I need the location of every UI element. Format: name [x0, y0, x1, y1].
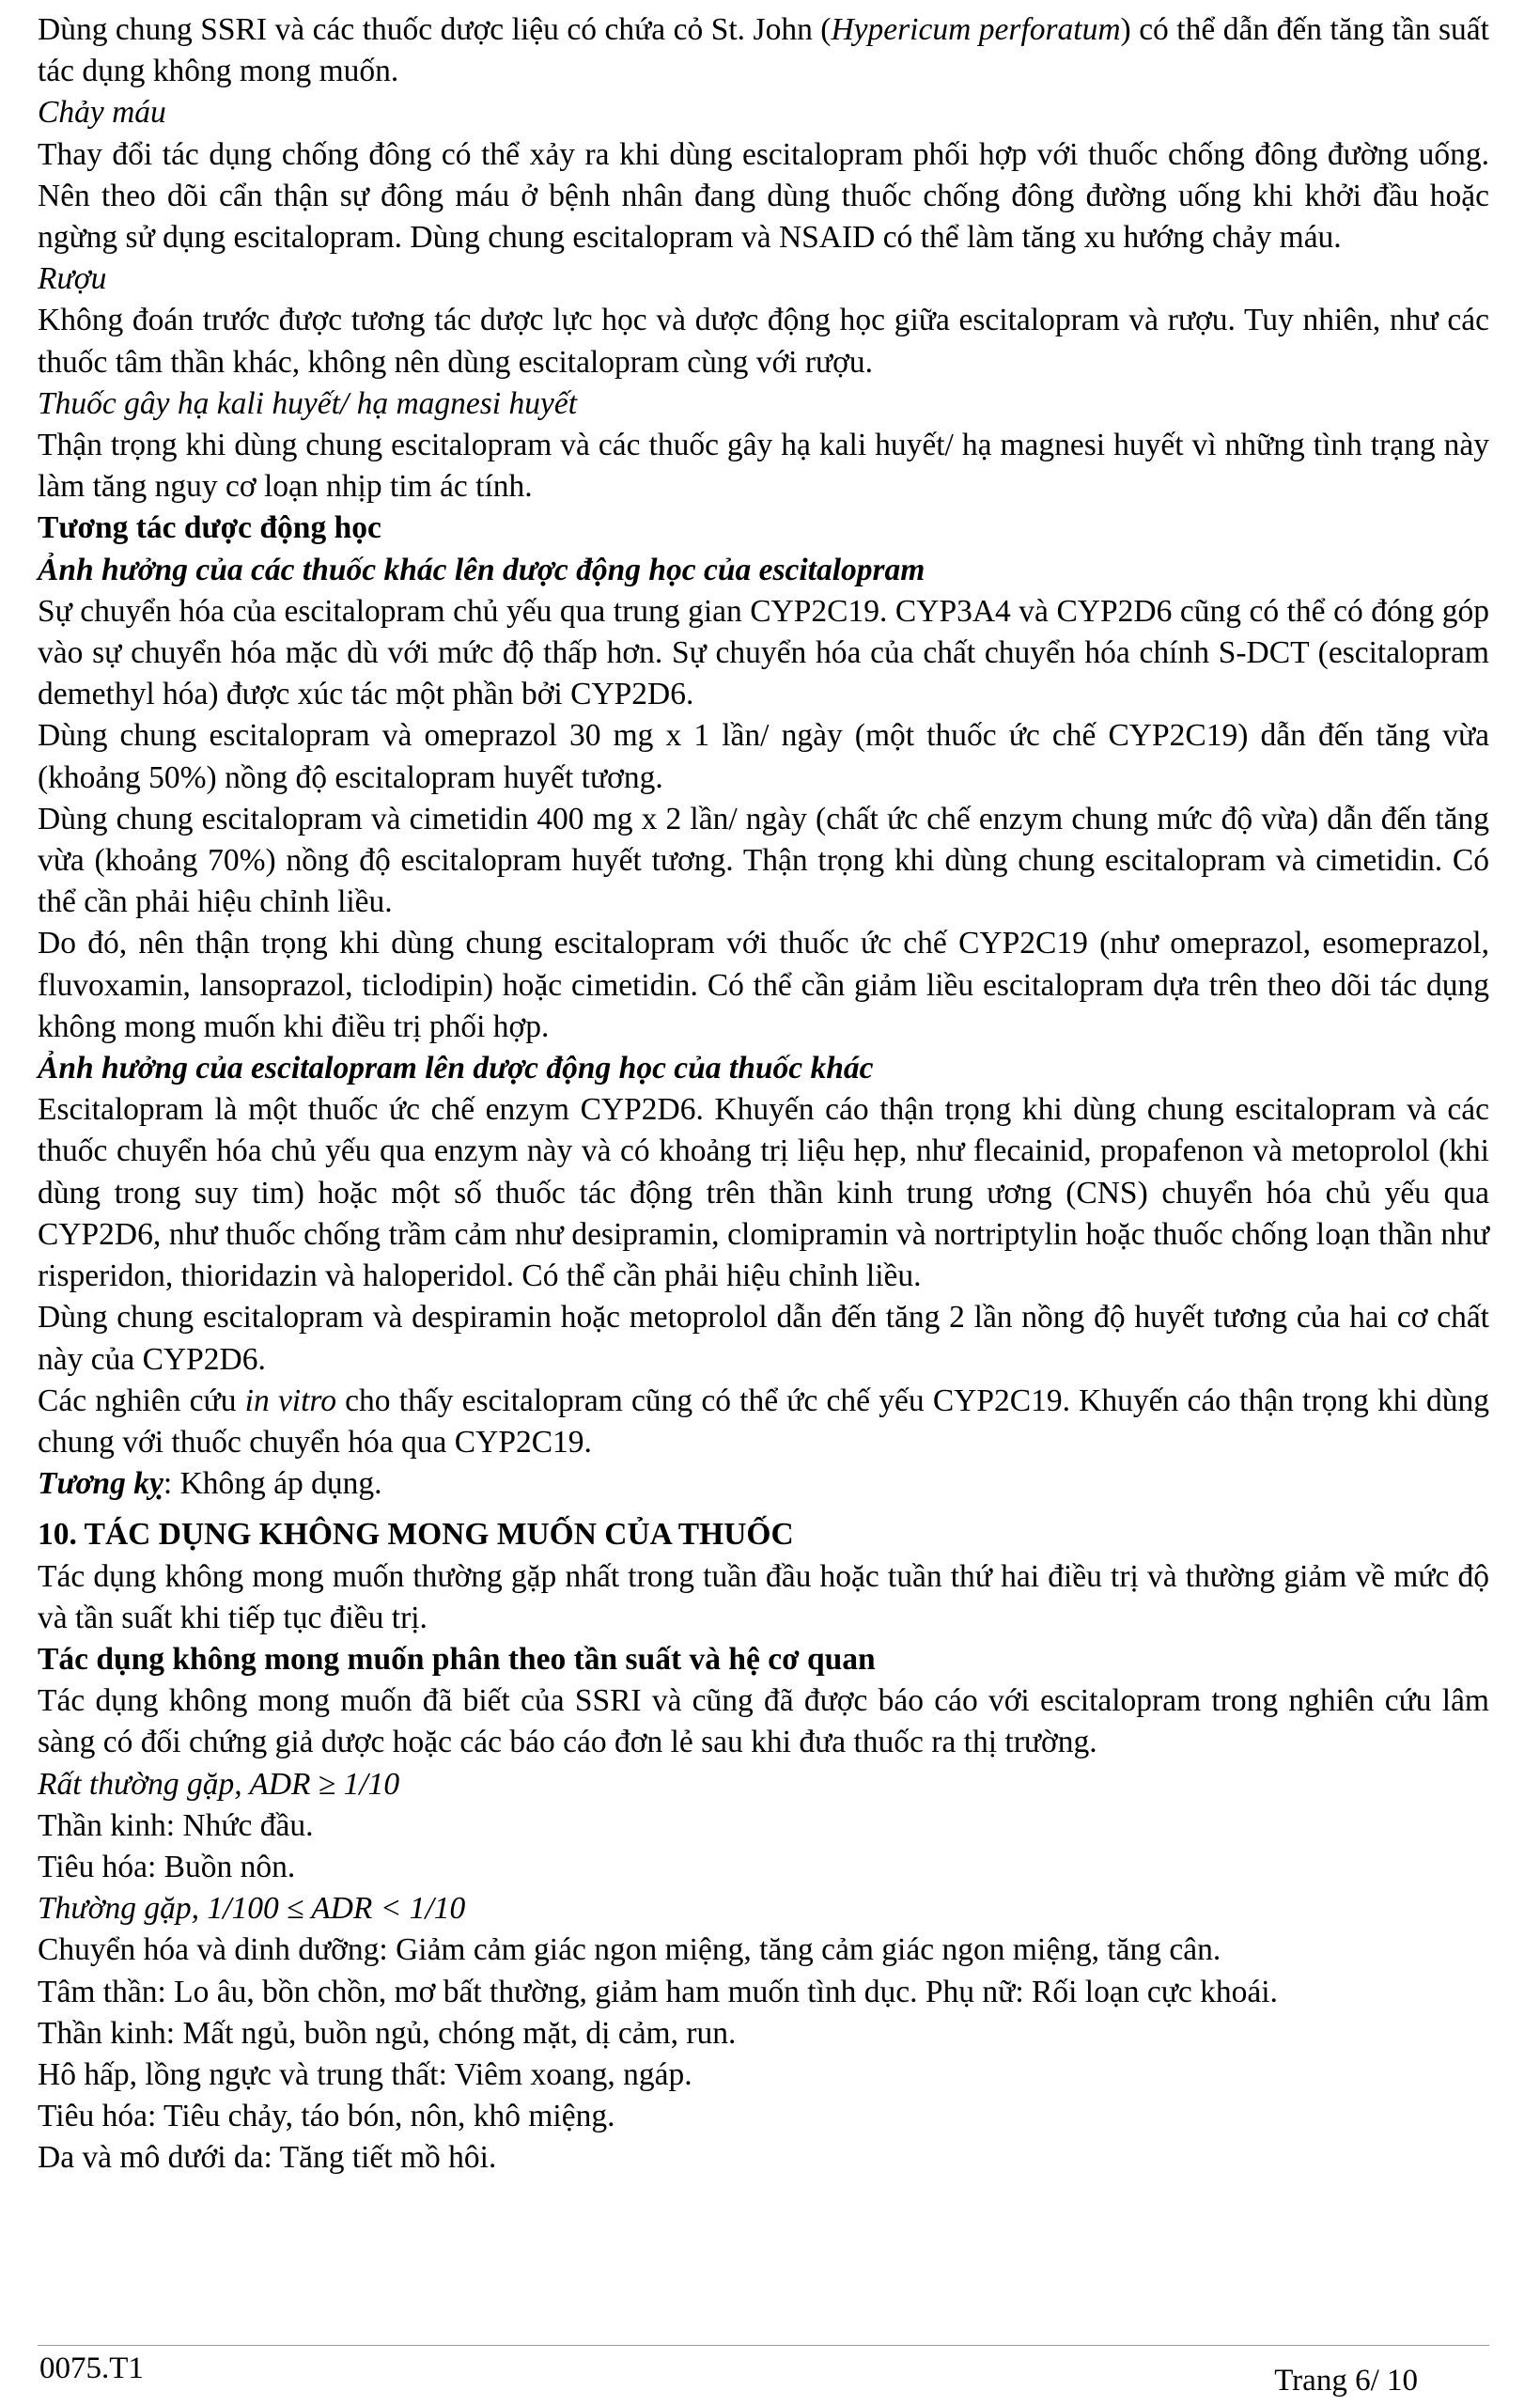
paragraph-in-vitro — [38, 1381, 1489, 1463]
list-item: Tâm thần: Lo âu, bồn chồn, mơ bất thường, giảm ham muốn tình dục. Phụ nữ: Rối loạn cực khoái. — [38, 1974, 1278, 2009]
paragraph-st-john — [38, 9, 1489, 92]
paragraph-incompatibility — [38, 1463, 1489, 1505]
paragraph-cyp2d6: Escitalopram là một thuốc ức chế enzym CYP2D6. Khuyến cáo thận trọng khi dùng chung escitalopram và các thuốc chuyển hóa chủ yếu qua enzym này và có khoảng trị liệu hẹp, như flecainid, propafenon và metoprolol (khi dùng trong suy tim) hoặc một số thuốc tác động trên thần kinh trung ương (CNS) chuyển hóa chủ yếu qua CYP2D6, như thuốc chống trầm cảm như desipramin, clomipramin và nortriptylin hoặc thuốc chống loạn thần như risperidon, thioridazin và haloperidol. Có thể cần phải hiệu chỉnh liều. — [38, 1092, 1489, 1294]
document-body — [38, 9, 1489, 2179]
text-run: Các nghiên cứu — [38, 1383, 245, 1418]
text-run: Dùng chung SSRI và các thuốc dược liệu có chứa cỏ St. John ( — [38, 12, 832, 47]
page-number: Trang 6/ 10 — [1274, 2364, 1418, 2398]
subheading-by-frequency: Tác dụng không mong muốn phân theo tần suất và hệ cơ quan — [38, 1641, 876, 1677]
subheading-escitalopram-on-other-drugs: Ảnh hưởng của escitalopram lên dược động học của thuốc khác — [38, 1051, 874, 1086]
paragraph-bleeding: Thay đổi tác dụng chống đông có thể xảy ra khi dùng escitalopram phối hợp với thuốc chống đông đường uống. Nên theo dõi cẩn thận sự đông máu ở bệnh nhân đang dùng thuốc chống đông đường uống khi khởi đầu hoặc ngừng sử dụng escitalopram. Dùng chung escitalopram và NSAID có thể làm tăng xu hướng chảy máu. — [38, 136, 1489, 256]
list-item: Thần kinh: Mất ngủ, buồn ngủ, chóng mặt, dị cảm, run. — [38, 2015, 737, 2051]
incompatibility-label: Tương kỵ — [38, 1466, 163, 1502]
italic-term: in vitro — [244, 1383, 336, 1418]
subheading-hypokalemia: Thuốc gây hạ kali huyết/ hạ magnesi huyết — [38, 385, 578, 421]
footer-divider — [38, 2345, 1489, 2346]
subheading-alcohol: Rượu — [38, 261, 107, 297]
heading-pharmacokinetic-interactions: Tương tác dược động học — [38, 510, 381, 546]
subheading-very-common: Rất thường gặp, ADR ≥ 1/10 — [38, 1766, 400, 1802]
paragraph-hypokalemia: Thận trọng khi dùng chung escitalopram và các thuốc gây hạ kali huyết/ hạ magnesi huyết vì những tình trạng này làm tăng nguy cơ loạn nhịp tim ác tính. — [38, 428, 1489, 505]
paragraph-adverse-intro: Tác dụng không mong muốn thường gặp nhất trong tuần đầu hoặc tuần thứ hai điều trị và thường giảm về mức độ và tần suất khi tiếp tục điều trị. — [38, 1558, 1489, 1635]
paragraph-cyp2c19-inhibitors: Do đó, nên thận trọng khi dùng chung escitalopram với thuốc ức chế CYP2C19 (như omeprazol, esomeprazol, fluvoxamin, lansoprazol, ticlodipin) hoặc cimetidin. Có thể cần giảm liều escitalopram dựa trên theo dõi tác dụng không mong muốn khi điều trị phối hợp. — [38, 926, 1489, 1044]
text-run: : Không áp dụng. — [163, 1466, 382, 1502]
document-code: 0075.T1 — [39, 2351, 144, 2385]
paragraph-cimetidin: Dùng chung escitalopram và cimetidin 400 mg x 2 lần/ ngày (chất ức chế enzym chung mức độ vừa) dẫn đến tăng vừa (khoảng 70%) nồng độ escitalopram huyết tương. Thận trọng khi dùng chung escitalopram và cimetidin. Có thể cần phải hiệu chỉnh liều. — [38, 801, 1489, 920]
list-item: Thần kinh: Nhức đầu. — [38, 1807, 314, 1843]
list-item: Hô hấp, lồng ngực và trung thất: Viêm xoang, ngáp. — [38, 2056, 692, 2092]
italic-term: Hypericum perforatum — [831, 12, 1121, 47]
text-run: ) có thể dẫn đến tăng tần suất tác dụng không mong muốn. — [38, 12, 1489, 89]
list-item: Da và mô dưới da: Tăng tiết mồ hôi. — [38, 2140, 497, 2176]
list-item: Tiêu hóa: Tiêu chảy, táo bón, nôn, khô miệng. — [38, 2099, 615, 2134]
paragraph-despiramin: Dùng chung escitalopram và despiramin hoặc metoprolol dẫn đến tăng 2 lần nồng độ huyết tương của hai cơ chất này của CYP2D6. — [38, 1300, 1489, 1377]
subheading-common: Thường gặp, 1/100 ≤ ADR < 1/10 — [38, 1891, 466, 1927]
section-heading-adverse-effects: 10. TÁC DỤNG KHÔNG MONG MUỐN CỦA THUỐC — [38, 1517, 794, 1553]
paragraph-alcohol: Không đoán trước được tương tác dược lực học và dược động học giữa escitalopram và rượu. Tuy nhiên, như các thuốc tâm thần khác, không nên dùng escitalopram cùng với rượu. — [38, 303, 1489, 380]
paragraph-omeprazol: Dùng chung escitalopram và omeprazol 30 mg x 1 lần/ ngày (một thuốc ức chế CYP2C19) dẫn đến tăng vừa (khoảng 50%) nồng độ escitalopram huyết tương. — [38, 718, 1489, 795]
paragraph-ssri-known-effects: Tác dụng không mong muốn đã biết của SSRI và cũng đã được báo cáo với escitalopram trong nghiên cứu lâm sàng có đối chứng giả dược hoặc các báo cáo đơn lẻ sau khi đưa thuốc ra thị trường. — [38, 1683, 1489, 1760]
list-item: Tiêu hóa: Buồn nôn. — [38, 1849, 296, 1884]
subheading-bleeding: Chảy máu — [38, 95, 166, 131]
list-item: Chuyển hóa và dinh dưỡng: Giảm cảm giác ngon miệng, tăng cảm giác ngon miệng, tăng cân. — [38, 1932, 1221, 1968]
text-run: cho thấy escitalopram cũng có thể ức chế yếu CYP2C19. Khuyến cáo thận trọng khi dùng chung với thuốc chuyển hóa qua CYP2C19. — [38, 1383, 1489, 1460]
paragraph-metabolism: Sự chuyển hóa của escitalopram chủ yếu qua trung gian CYP2C19. CYP3A4 và CYP2D6 cũng có thể có đóng góp vào sự chuyển hóa mặc dù với mức độ thấp hơn. Sự chuyển hóa của chất chuyển hóa chính S-DCT (escitalopram demethyl hóa) được xúc tác một phần bởi CYP2D6. — [38, 593, 1489, 712]
subheading-other-drugs-on-escitalopram: Ảnh hưởng của các thuốc khác lên dược động học của escitalopram — [38, 552, 926, 587]
